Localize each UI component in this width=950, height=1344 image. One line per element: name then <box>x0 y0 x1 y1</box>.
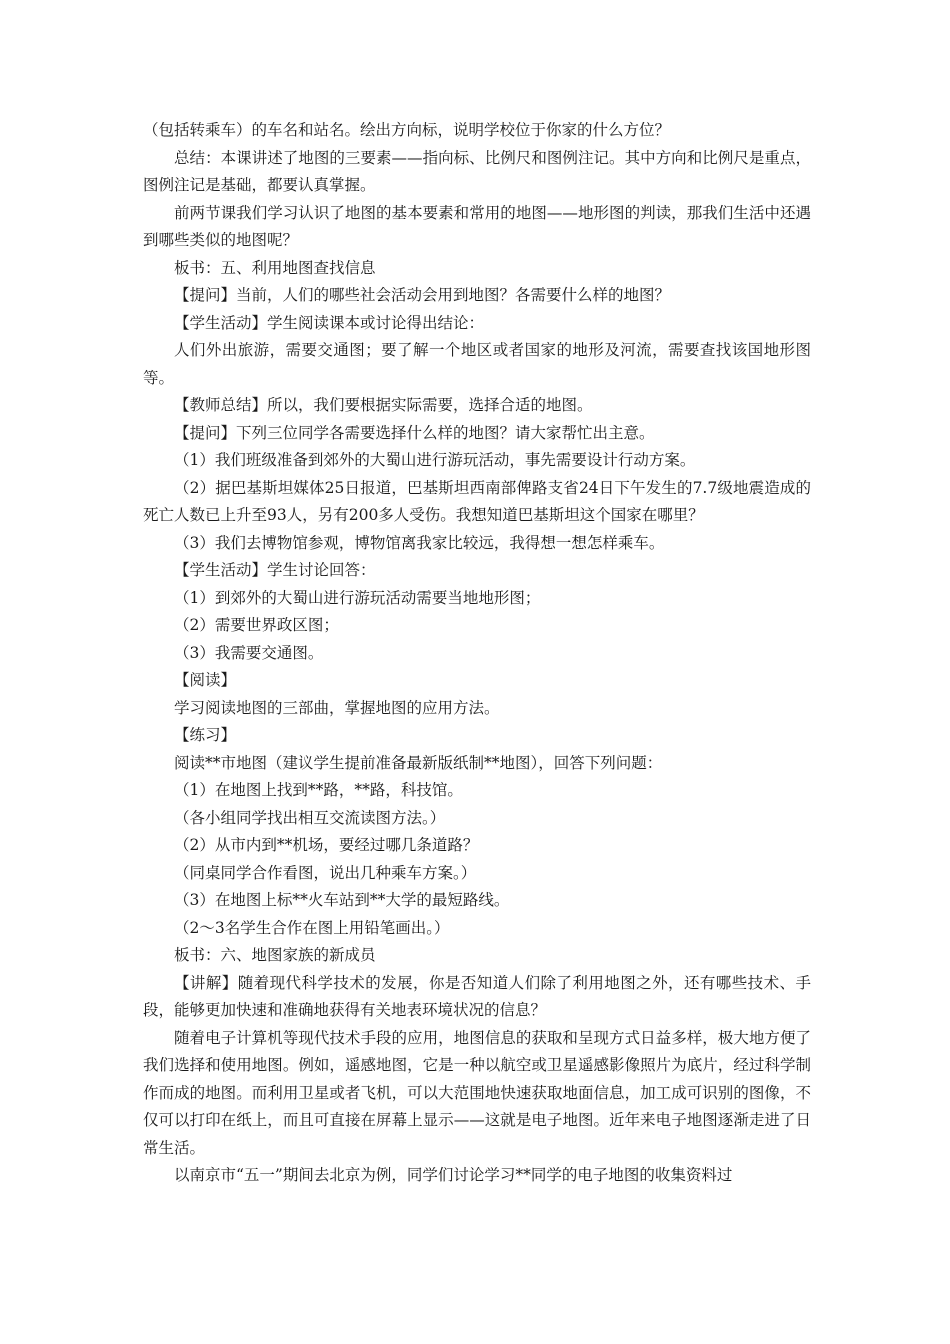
paragraph: 随着电子计算机等现代技术手段的应用，地图信息的获取和呈现方式日益多样，极大地方便了我们选择和使用地图。例如，遥感地图，它是一种以航空或卫星遥感影像照片为底片，经过科学制作而成的地图。而利用卫星或者飞机，可以大范围地快速获取地面信息，加工成可识别的图像，不仅可以打印在纸上，而且可直接在屏幕上显示——这就是电子地图。近年来电子地图逐渐走进了日常生活。 <box>143 1028 811 1157</box>
paragraph: （包括转乘车）的车名和站名。绘出方向标，说明学校位于你家的什么方位？ <box>143 121 671 139</box>
paragraph: 【学生活动】学生讨论回答： <box>174 561 376 579</box>
paragraph: 人们外出旅游，需要交通图；要了解一个地区或者国家的地形及河流，需要查找该国地形图等。 <box>143 341 811 387</box>
paragraph: （3）我们去博物馆参观，博物馆离我家比较远，我得想一想怎样乘车。 <box>174 533 665 552</box>
paragraph: 【练习】 <box>174 726 237 744</box>
paragraph: 【教师总结】所以，我们要根据实际需要，选择合适的地图。 <box>174 396 593 414</box>
paragraph: （2）据巴基斯坦媒体25日报道，巴基斯坦西南部俾路支省24日下午发生的7.7级地震造成的死亡人数已上升至93人，另有200多人受伤。我想知道巴基斯坦这个国家在哪里？ <box>143 478 811 524</box>
paragraph: 【学生活动】学生阅读课本或讨论得出结论： <box>174 313 485 332</box>
paragraph: 【阅读】 <box>174 671 237 689</box>
paragraph: 总结：本课讲述了地图的三要素——指向标、比例尺和图例注记。其中方向和比例尺是重点，图例注记是基础，都要认真掌握。 <box>143 148 811 194</box>
paragraph: （1）到郊外的大蜀山进行游玩活动需要当地地形图； <box>174 588 541 607</box>
paragraph: 【讲解】随着现代科学技术的发展，你是否知道人们除了利用地图之外，还有哪些技术、手段，能够更加快速和准确地获得有关地表环境状况的信息？ <box>143 973 811 1019</box>
paragraph: （2）从市内到**机场，要经过哪几条道路？ <box>174 836 479 854</box>
paragraph: （3）我需要交通图。 <box>174 643 324 662</box>
paragraph: （3）在地图上标**火车站到**大学的最短路线。 <box>174 891 510 909</box>
paragraph: 阅读**市地图（建议学生提前准备最新版纸制**地图），回答下列问题： <box>174 753 663 772</box>
paragraph: （1）我们班级准备到郊外的大蜀山进行游玩活动，事先需要设计行动方案。 <box>174 451 696 469</box>
paragraph: 【提问】当前，人们的哪些社会活动会用到地图？各需要什么样的地图？ <box>174 286 671 304</box>
paragraph: （各小组同学找出相互交流读图方法。） <box>174 808 446 827</box>
document-body <box>143 117 811 1190</box>
paragraph: 前两节课我们学习认识了地图的基本要素和常用的地图——地形图的判读，那我们生活中还遇到哪些类似的地图呢？ <box>143 203 811 249</box>
paragraph: 【提问】下列三位同学各需要选择什么样的地图？请大家帮忙出主意。 <box>174 423 655 442</box>
paragraph: 以南京市“五一”期间去北京为例，同学们讨论学习**同学的电子地图的收集资料过 <box>174 1166 733 1184</box>
paragraph: （2～3名学生合作在图上用铅笔画出。） <box>174 918 450 937</box>
paragraph: 板书：六、地图家族的新成员 <box>174 946 376 964</box>
paragraph: （1）在地图上找到**路，**路，科技馆。 <box>174 781 463 799</box>
paragraph: （2）需要世界政区图； <box>174 616 339 634</box>
paragraph: 板书：五、利用地图查找信息 <box>174 258 376 277</box>
paragraph: （同桌同学合作看图，说出几种乘车方案。） <box>174 863 477 882</box>
paragraph: 学习阅读地图的三部曲，掌握地图的应用方法。 <box>174 698 500 717</box>
